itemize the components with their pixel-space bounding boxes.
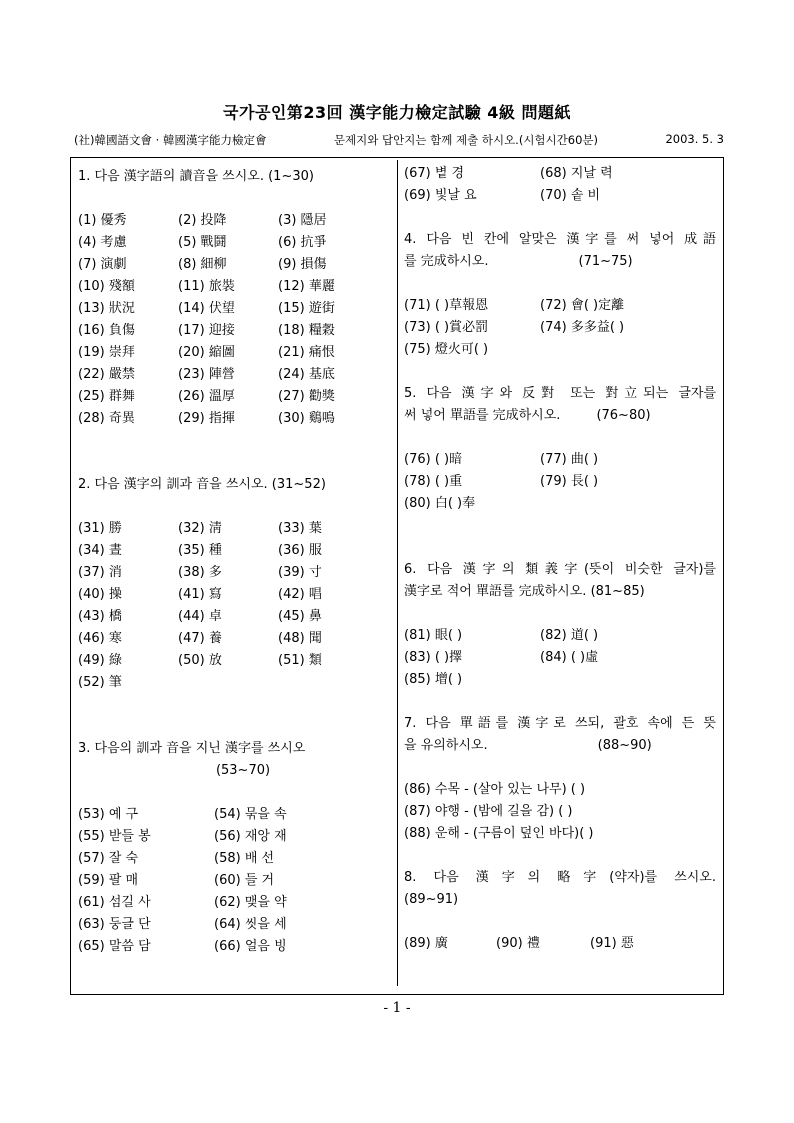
question-item: (11) 旅裝 [178,279,235,294]
question-item: (50) 放 [178,653,222,668]
question-row [78,804,388,826]
question-row [404,647,716,669]
question-item: (28) 奇異 [78,411,135,426]
question-item: (13) 狀況 [78,301,135,316]
question-item: (86) 수목 - (살아 있는 나무) ( ) [404,782,586,797]
question-item: (10) 殘額 [78,279,135,294]
question-item [540,493,676,515]
question-row [78,518,388,540]
question-item: (66) 얼음 빙 [214,939,287,954]
question-item: (88) 운해 - (구름이 덮인 바다)( ) [404,826,594,841]
question-row [78,540,388,562]
page-title: 국가공인第23回 漢字能力檢定試驗 4級 問題紙 [223,103,571,122]
question-item: (16) 負傷 [78,323,135,338]
question-row [78,562,388,584]
question-item: (89) 廣 [404,936,448,951]
question-item: (8) 細柳 [178,257,227,272]
question-item: (43) 橋 [78,609,122,624]
question-item: (26) 溫厚 [178,389,235,404]
question-row [78,342,388,364]
section6-heading-line2: 漢字로 적어 單語를 完成하시오. (81~85) [404,584,645,599]
question-row [404,669,716,691]
question-item: (73) ( )賞必罰 [404,320,489,335]
question-item: (22) 嚴禁 [78,367,135,382]
question-row [78,210,388,232]
question-item [278,672,378,694]
question-item: (83) ( )擇 [404,650,463,665]
question-item: (19) 崇拜 [78,345,135,360]
section4-heading-line2: 를 完成하시오. (71~75) [404,251,716,273]
section8-items [404,933,716,955]
question-item: (75) 燈火可( ) [404,342,489,357]
question-item: (51) 類 [278,653,322,668]
question-row [78,232,388,254]
question-item: (62) 맺을 약 [214,895,287,910]
question-item: (35) 種 [178,543,222,558]
question-item: (67) 볕 경 [404,166,465,181]
question-item: (45) 鼻 [278,609,322,624]
question-item: (15) 遊街 [278,301,335,316]
section6-heading: 6. 다음 漢字의 類義字(뜻이 비슷한 글자)를 [404,562,716,577]
question-row [404,339,716,361]
question-item: (2) 投降 [178,213,227,228]
question-row [404,185,716,207]
subtitle-line [74,132,724,148]
question-item: (56) 재앙 재 [214,829,287,844]
question-item: (53) 예 구 [78,807,139,822]
section4-heading: 4. 다음 빈 칸에 알맞은 漢字를 써 넣어 成語 [404,232,716,247]
question-item: (72) 會( )定離 [540,298,625,313]
question-item: (47) 養 [178,631,222,646]
question-item: (38) 多 [178,565,222,580]
organization: (社)韓國語文會 · 韓國漢字能力檢定會 [74,133,267,147]
question-row [78,606,388,628]
question-row [78,826,388,848]
question-row [78,870,388,892]
question-item: (5) 戰鬪 [178,235,227,250]
page-number: - 1 - [383,1000,411,1016]
question-item: (17) 迎接 [178,323,235,338]
question-row [78,848,388,870]
question-item: (24) 基底 [278,367,335,382]
question-item: (7) 演劇 [78,257,127,272]
question-row [404,317,716,339]
question-item: (79) 長( ) [540,474,599,489]
section4-range: (71~75) [578,254,633,269]
question-item: (61) 섬길 사 [78,895,151,910]
section7-heading: 7. 다음 單語를 漢字로 쓰되, 괄호 속에 든 뜻 [404,716,716,731]
section5-items [404,449,716,515]
section8-heading: 8. 다음 漢字의 略字(약자)를 쓰시오. [404,870,716,885]
exam-date: 2003. 5. 3 [665,132,724,146]
question-row [78,936,388,958]
column-divider [397,160,398,986]
question-item: (37) 消 [78,565,122,580]
question-item: (27) 勸獎 [278,389,335,404]
question-item: (48) 聞 [278,631,322,646]
question-item: (49) 綠 [78,653,122,668]
question-item: (77) 曲( ) [540,452,599,467]
question-item: (3) 隱居 [278,213,327,228]
question-item: (74) 多多益( ) [540,320,625,335]
section3-items [78,804,388,958]
section1-items [78,210,388,430]
question-row [78,276,388,298]
question-item: (52) 筆 [78,675,122,690]
left-column [78,166,388,958]
question-item: (32) 淸 [178,521,222,536]
question-row [404,471,716,493]
question-item: (44) 卓 [178,609,222,624]
section5-range: (76~80) [596,408,651,423]
question-item: (59) 팔 매 [78,873,139,888]
question-item [178,672,278,694]
question-item: (1) 優秀 [78,213,127,228]
question-item: (91) 惡 [590,936,634,951]
question-item: (36) 服 [278,543,322,558]
question-row [78,298,388,320]
question-row [78,386,388,408]
question-item: (85) 增( ) [404,672,463,687]
question-item [540,669,676,691]
question-item: (65) 말씀 담 [78,939,151,954]
section2-heading: 2. 다음 漢字의 訓과 音을 쓰시오. (31~52) [78,477,326,492]
section4-items [404,295,716,361]
question-row [78,892,388,914]
question-row [78,672,388,694]
question-item: (68) 지날 력 [540,166,613,181]
question-item: (23) 陣營 [178,367,235,382]
question-row [78,254,388,276]
section7-range: (88~90) [597,738,652,753]
question-item: (33) 葉 [278,521,322,536]
question-item: (58) 배 선 [214,851,275,866]
right-column [404,163,716,955]
section1-heading: 1. 다음 漢字語의 讀音을 쓰시오. (1~30) [78,169,314,184]
question-item: (6) 抗爭 [278,235,327,250]
question-item: (30) 鷄鳴 [278,411,335,426]
question-row [404,449,716,471]
question-item: (42) 唱 [278,587,322,602]
section5-heading-line2: 써 넣어 單語를 完成하시오. (76~80) [404,405,716,427]
question-item: (29) 指揮 [178,411,235,426]
question-item: (60) 들 거 [214,873,275,888]
question-item: (69) 빛날 요 [404,188,477,203]
section2-items [78,518,388,694]
question-item: (76) ( )暗 [404,452,463,467]
question-item: (14) 伏望 [178,301,235,316]
question-row [78,320,388,342]
question-item: (12) 華麗 [278,279,335,294]
question-item: (40) 操 [78,587,122,602]
question-item: (71) ( )草報恩 [404,298,489,313]
question-row [78,584,388,606]
question-row [404,295,716,317]
instruction: 문제지와 답안지는 함께 제출 하시오.(시험시간60분) [333,133,598,147]
question-row [78,914,388,936]
question-item: (63) 둥글 단 [78,917,151,932]
question-item: (46) 寒 [78,631,122,646]
question-item [540,339,676,361]
question-item: (21) 痛恨 [278,345,335,360]
question-item: (9) 損傷 [278,257,327,272]
question-item: (90) 禮 [496,936,540,951]
section5-heading: 5. 다음 漢字와 反對 또는 對立되는 글자를 [404,386,716,401]
section3-continued-items [404,163,716,207]
section7-items [404,779,716,845]
question-item: (54) 묶을 속 [214,807,287,822]
question-item: (55) 받들 봉 [78,829,151,844]
question-item: (4) 考慮 [78,235,127,250]
question-row [404,163,716,185]
section8-heading-line2: (89~91) [404,892,459,907]
question-item: (18) 糧穀 [278,323,335,338]
question-item: (70) 솥 비 [540,188,601,203]
question-item: (57) 잘 숙 [78,851,139,866]
question-item: (64) 씻을 세 [214,917,287,932]
question-row [78,650,388,672]
question-item: (81) 眼( ) [404,628,463,643]
question-item: (82) 道( ) [540,628,599,643]
question-row [78,628,388,650]
question-row [78,364,388,386]
question-row [404,493,716,515]
question-item: (31) 勝 [78,521,122,536]
question-item: (34) 晝 [78,543,122,558]
question-item: (39) 寸 [278,565,322,580]
question-item: (20) 縮圖 [178,345,235,360]
question-item: (78) ( )重 [404,474,463,489]
question-row [404,625,716,647]
section3-heading: 3. 다음의 訓과 音을 지닌 漢字를 쓰시오 [78,741,306,756]
question-item: (25) 群舞 [78,389,135,404]
section7-heading-line2: 을 유의하시오. (88~90) [404,735,716,757]
question-item: (87) 야행 - (밤에 길을 감) ( ) [404,804,573,819]
section3-range: (53~70) [215,763,271,778]
question-row [78,408,388,430]
question-item: (41) 寫 [178,587,222,602]
question-item: (80) 白( )奉 [404,496,476,511]
section6-items [404,625,716,691]
question-item: (84) ( )虛 [540,650,599,665]
